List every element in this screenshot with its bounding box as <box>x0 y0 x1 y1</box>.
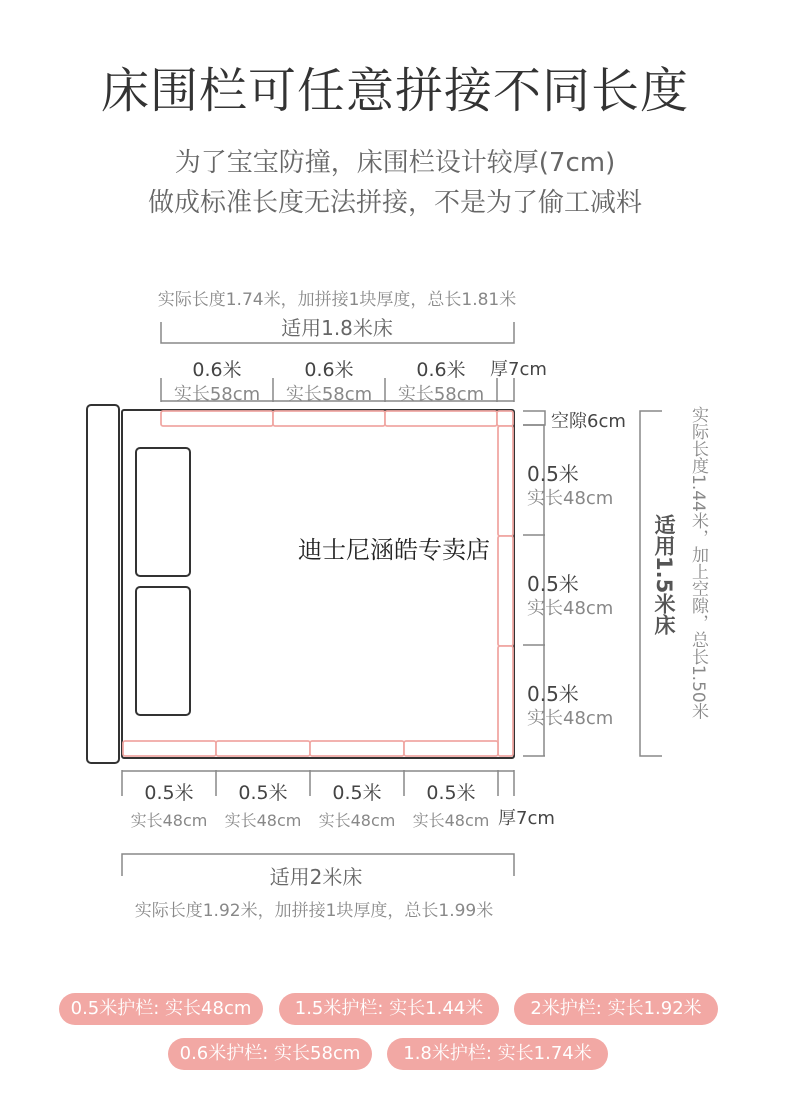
bottom-segment-2-actual: 实长48cm <box>224 811 302 830</box>
right-rail-1 <box>498 426 513 536</box>
right-rail-2 <box>498 536 513 646</box>
top-segment-1-actual: 实长58cm <box>173 384 261 405</box>
bottom-segment-1-actual: 实长48cm <box>130 811 208 830</box>
bottom-segment-4-actual: 实长48cm <box>412 811 490 830</box>
bottom-note: 实际长度1.92米，加拼接1块厚度，总长1.99米 <box>134 901 494 921</box>
bottom-segment-4-size: 0.5米 <box>426 782 476 804</box>
subtitle-line-2: 做成标准长度无法拼接，不是为了偷工减料 <box>147 188 642 218</box>
subtitle-line-1: 为了宝宝防撞，床围栏设计较厚(7cm) <box>174 148 616 178</box>
legend-pill-1-8m: 1.8米护栏: 实长1.74米 <box>387 1038 608 1070</box>
top-segment-3-size: 0.6米 <box>416 359 466 381</box>
gap-label: 空隙6cm <box>551 411 626 432</box>
top-rail-1 <box>161 411 273 426</box>
top-segment-3-actual: 实长58cm <box>397 384 485 405</box>
bottom-segment-1-size: 0.5米 <box>144 782 194 804</box>
top-rail-2 <box>273 411 385 426</box>
right-rail-3 <box>498 646 513 756</box>
top-rail-3 <box>385 411 497 426</box>
right-note: 实际长度1.44米，加上空隙，总长1.50米 <box>688 406 708 720</box>
bottom-thickness: 厚7cm <box>498 808 555 829</box>
bottom-bed-label: 适用2米床 <box>269 865 363 889</box>
right-segment-3-size: 0.5米 <box>527 682 579 706</box>
bottom-rail-1 <box>123 741 216 756</box>
right-segment-2-actual: 实长48cm <box>527 598 614 619</box>
top-note: 实际长度1.74米，加拼接1块厚度，总长1.81米 <box>157 290 517 310</box>
bottom-rail-4 <box>404 741 498 756</box>
store-watermark: 迪士尼涵皓专卖店 <box>298 536 490 564</box>
legend-pill-1-5m: 1.5米护栏: 实长1.44米 <box>279 993 499 1025</box>
right-segment-1-actual: 实长48cm <box>527 488 614 509</box>
right-segment-3-actual: 实长48cm <box>527 708 614 729</box>
top-segment-2-actual: 实长58cm <box>285 384 373 405</box>
top-bed-label: 适用1.8米床 <box>281 316 393 340</box>
right-segment-2-size: 0.5米 <box>527 572 579 596</box>
top-rail-joint <box>497 411 513 426</box>
page-title: 床围栏可任意拼接不同长度 <box>100 63 689 119</box>
legend-pill-2m: 2米护栏: 实长1.92米 <box>514 993 718 1025</box>
top-thickness: 厚7cm <box>490 359 547 380</box>
headboard <box>87 405 119 763</box>
pillow-top <box>136 448 190 576</box>
top-segment-1-size: 0.6米 <box>192 359 242 381</box>
bottom-segment-3-actual: 实长48cm <box>318 811 396 830</box>
legend-pill-0-6m: 0.6米护栏: 实长58cm <box>168 1038 372 1070</box>
right-segment-1-size: 0.5米 <box>527 462 579 486</box>
bottom-rail-3 <box>310 741 404 756</box>
bottom-segment-2-size: 0.5米 <box>238 782 288 804</box>
legend-pill-0-5m: 0.5米护栏: 实长48cm <box>59 993 263 1025</box>
bottom-segment-3-size: 0.5米 <box>332 782 382 804</box>
pillow-bottom <box>136 587 190 715</box>
top-segment-2-size: 0.6米 <box>304 359 354 381</box>
gap-bracket <box>523 411 545 425</box>
right-bed-label: 适用1.5米床 <box>652 514 676 636</box>
bottom-rail-2 <box>216 741 310 756</box>
